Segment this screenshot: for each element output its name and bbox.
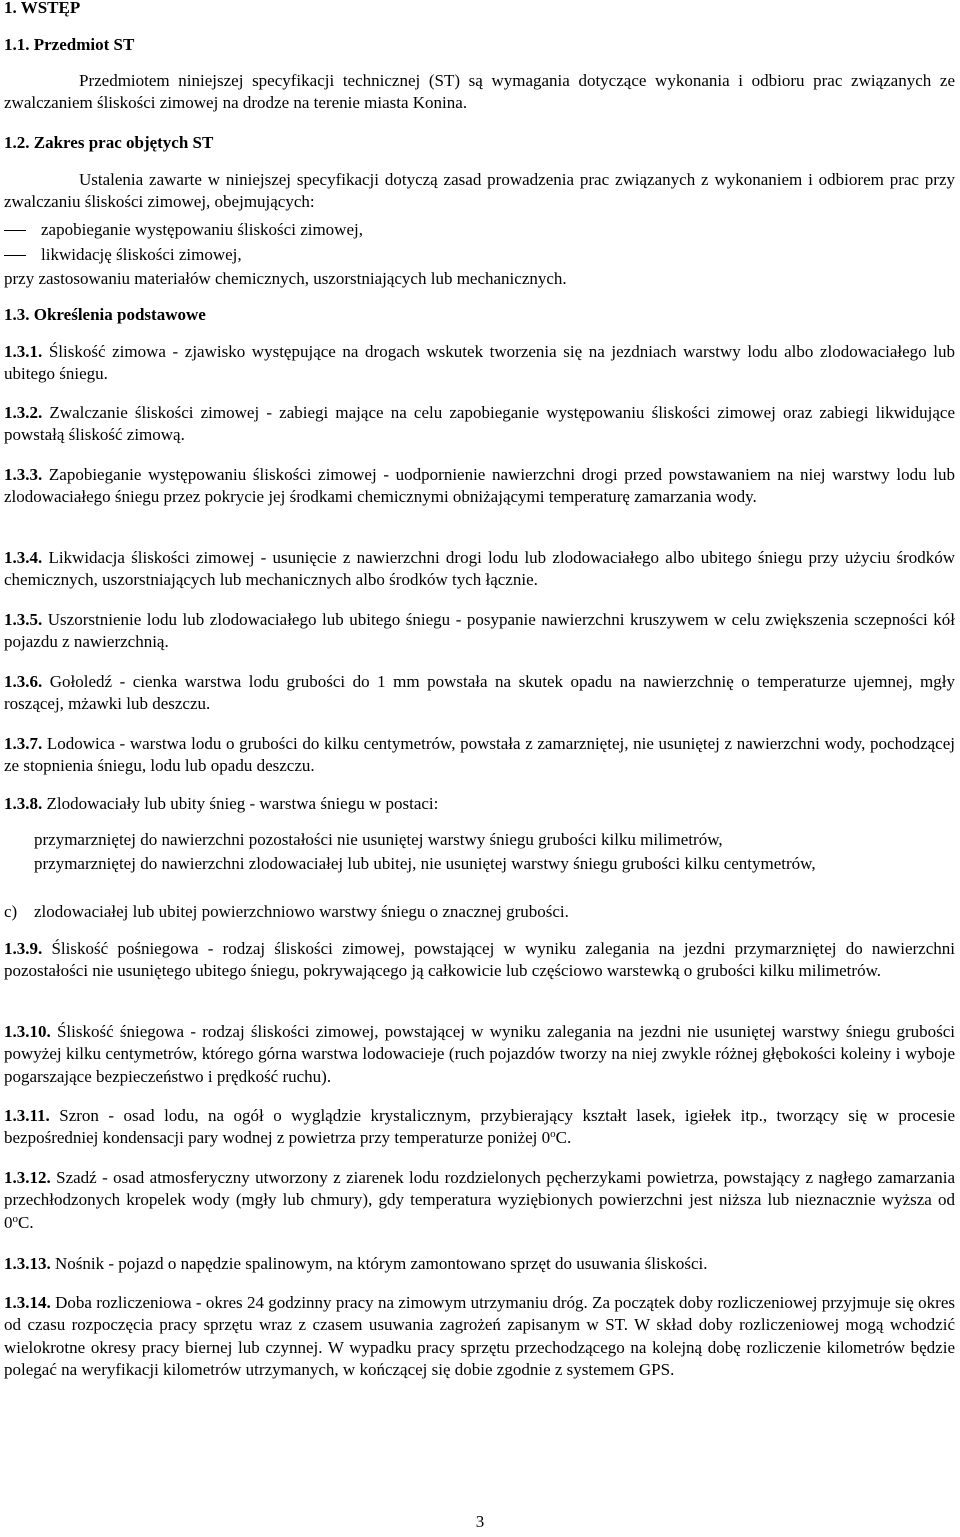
alpha-list-item: przymarzniętej do nawierzchni zlodowaciałej lub ubitej, nie usuniętej warstwy śniegu grubości kilku centymetrów, bbox=[34, 854, 816, 873]
definition-1-3-7: 1.3.7. Lodowica - warstwa lodu o grubości do kilku centymetrów, powstała z zamarzniętej, nie usuniętej z nawierzchni wody, pochodzącej ze stopnienia śniegu, lodu lub opadu deszczu. bbox=[4, 734, 955, 776]
definition-1-3-5: 1.3.5. Uszorstnienie lodu lub zlodowaciałego lub ubitego śniegu - posypanie nawierzchni kruszywem w celu zwiększenia sczepności kół pojazdu z nawierzchnią. bbox=[4, 610, 955, 652]
definition-1-3-8: 1.3.8. Zlodowaciały lub ubity śnieg - warstwa śniegu w postaci: bbox=[4, 794, 439, 813]
definition-1-3-9: 1.3.9. Śliskość pośniegowa - rodzaj śliskości zimowej, powstającej w wyniku zalegania na jezdni przymarzniętej do nawierzchni pozostałości nie usuniętego ubitego śniegu, pokrywającego ją całkowicie lub częściowo warstewką o grubości kilku milimetrów. bbox=[4, 939, 955, 981]
section-heading-1-2: 1.2. Zakres prac objętych ST bbox=[4, 133, 214, 152]
section-heading-1-3: 1.3. Określenia podstawowe bbox=[4, 305, 206, 324]
section-heading-1: 1. WSTĘP bbox=[4, 0, 81, 17]
paragraph-scope-end: przy zastosowaniu materiałów chemicznych, uszorstniających lub mechanicznych. bbox=[4, 269, 567, 288]
definition-1-3-2: 1.3.2. Zwalczanie śliskości zimowej - zabiegi mające na celu zapobieganie występowaniu śliskości zimowej oraz zabiegi likwidujące powstałą śliskość zimową. bbox=[4, 403, 955, 445]
dash-bullet-icon bbox=[4, 255, 26, 256]
dash-list-item: zapobieganie występowaniu śliskości zimowej, bbox=[4, 219, 955, 243]
paragraph-scope: Ustalenia zawarte w niniejszej specyfikacji dotyczą zasad prowadzenia prac związanych z wykonaniem i odbiorem prac przy zwalczaniu śliskości zimowej, obejmujących: bbox=[4, 170, 955, 212]
definition-1-3-13: 1.3.13. Nośnik - pojazd o napędzie spalinowym, na którym zamontowano sprzęt do usuwania śliskości. bbox=[4, 1254, 708, 1273]
dash-bullet-icon bbox=[4, 230, 26, 231]
dash-list-item: likwidację śliskości zimowej, bbox=[4, 244, 955, 268]
definition-1-3-6: 1.3.6. Gołoledź - cienka warstwa lodu grubości do 1 mm powstała na skutek opadu na nawierzchnię o temperaturze ujemnej, mgły roszącej, mżawki lub deszczu. bbox=[4, 672, 955, 714]
page-number: 3 bbox=[475, 1512, 485, 1531]
definition-1-3-11: 1.3.11. Szron - osad lodu, na ogół o wyglądzie krystalicznym, przybierający kształt lasek, igiełek itp., tworzący się w procesie bezpośredniej kondensacji pary wodnej z powietrza przy temperaturze poniżej 0$^o$C. bbox=[4, 1106, 955, 1148]
definition-1-3-14: 1.3.14. Doba rozliczeniowa - okres 24 godzinny pracy na zimowym utrzymaniu dróg. Za początek doby rozliczeniowej przyjmuje się okres od czasu rozpoczęcia pracy sprzętu wraz z czasem usuwania zagrożeń zapisanym w ST. W skład doby rozliczeniowej mogą wchodzić wielokrotne okresy pracy biernej lub czynnej. W wypadku pracy sprzętu przechodzącego na kolejną dobę rozliczenie kilometrów będzie polegać na weryfikacji kilometrów utrzymanych, w kończącej się dobie zgodnie z systemem GPS. bbox=[4, 1293, 955, 1380]
paragraph-subject: Przedmiotem niniejszej specyfikacji technicznej (ST) są wymagania dotyczące wykonania i odbioru prac związanych ze zwalczaniem śliskości zimowej na drodze na terenie miasta Konina. bbox=[4, 71, 955, 113]
alpha-list-item: c) zlodowaciałej lub ubitej powierzchniowo warstwy śniegu o znacznej grubości. bbox=[4, 902, 569, 921]
definition-1-3-3: 1.3.3. Zapobieganie występowaniu śliskości zimowej - uodpornienie nawierzchni drogi przed powstawaniem na niej warstwy lodu lub zlodowaciałego śniegu przez pokrycie jej środkami chemicznymi obniżającymi temperaturę zamarzania wody. bbox=[4, 465, 955, 507]
definition-1-3-1: 1.3.1. Śliskość zimowa - zjawisko występujące na drogach wskutek tworzenia się na jezdniach warstwy lodu albo zlodowaciałego lub ubitego śniegu. bbox=[4, 342, 955, 384]
alpha-list-item: przymarzniętej do nawierzchni pozostałości nie usuniętej warstwy śniegu grubości kilku milimetrów, bbox=[34, 830, 723, 849]
section-heading-1-1: 1.1. Przedmiot ST bbox=[4, 35, 135, 54]
definition-1-3-4: 1.3.4. Likwidacja śliskości zimowej - usunięcie z nawierzchni drogi lodu lub zlodowaciałego albo ubitego śniegu przy użyciu środków chemicznych, uszorstniających lub mechanicznych albo środków tych łącznie. bbox=[4, 548, 955, 590]
definition-1-3-10: 1.3.10. Śliskość śniegowa - rodzaj śliskości zimowej, powstającej w wyniku zalegania na jezdni nie usuniętej warstwy śniegu grubości powyżej kilku centymetrów, którego górna warstwa lodowacieje (ruch pojazdów tworzy na niej zwykle różnej głębokości koleiny i wyboje pogarszające bezpieczeństwo i prędkość ruchu). bbox=[4, 1022, 955, 1086]
definition-1-3-12: 1.3.12. Szadź - osad atmosferyczny utworzony z ziarenek lodu rozdzielonych pęcherzykami powietrza, powstający z nagłego zamarzania przechłodzonych kropelek wody (mgły lub chmury), gdy temperatura wyziębionych powierzchni jest niższa lub nieznacznie wyższa od 0$^o$C. bbox=[4, 1168, 955, 1232]
